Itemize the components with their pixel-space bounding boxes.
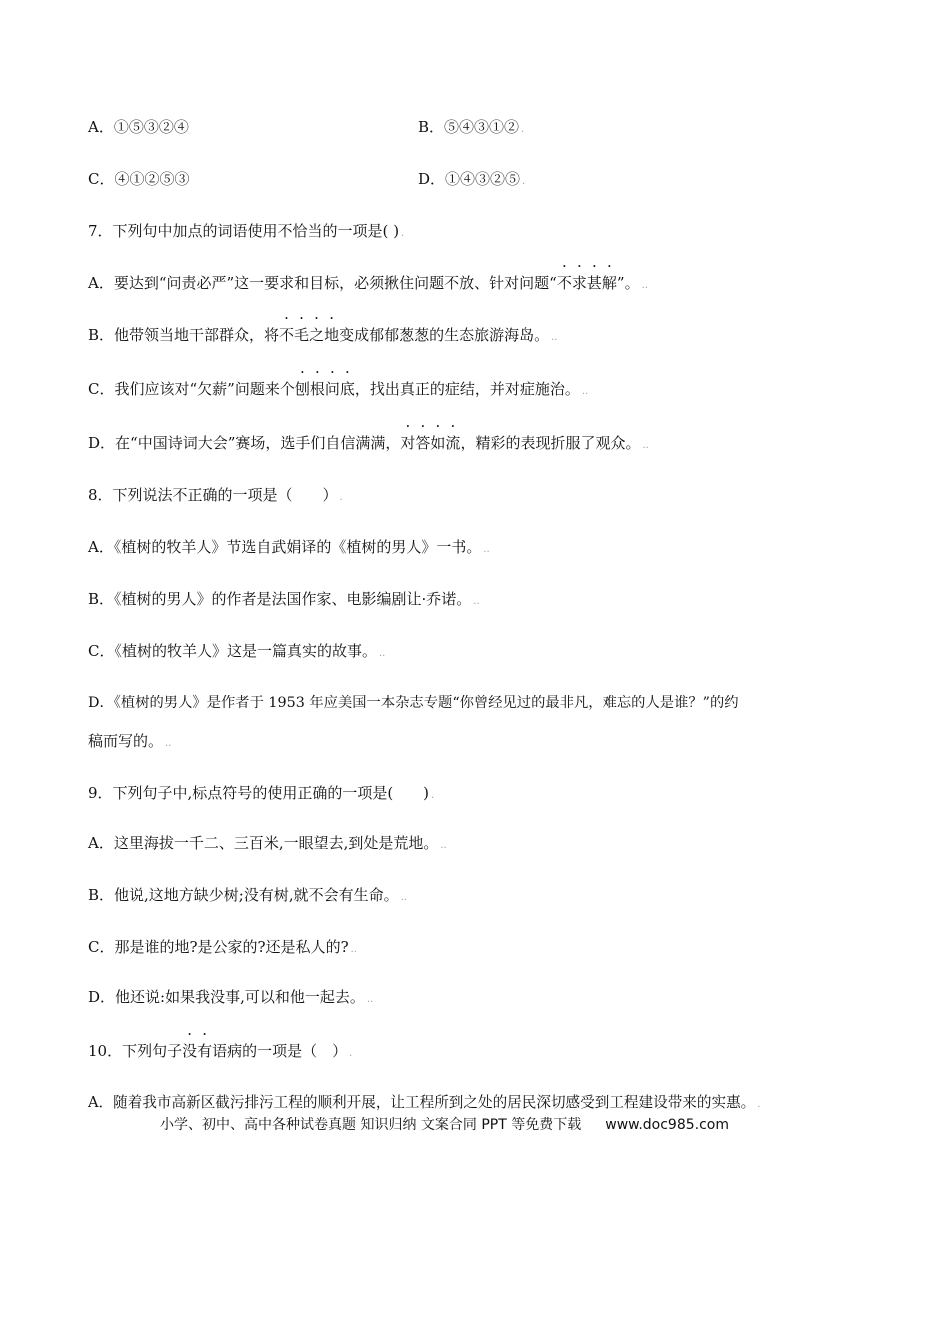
q9-option-a-text: A．这里海拔一千二、三百米,一眼望去,到处是荒地。 — [88, 834, 439, 852]
q7-option-b-post: 变成郁郁葱葱的生态旅游海岛。 — [339, 326, 550, 344]
dotted-char: 如 — [430, 434, 446, 452]
q8-option-d-line1: D．《植树的男人》是作者于 1953 年应美国一本杂志专题“你曾经见过的最非凡，难忘的人是谁？”的约 — [88, 695, 739, 711]
dotted-char: 问 — [324, 380, 340, 398]
paragraph-mark: .. — [400, 892, 407, 903]
q7-option-c-pre: C．我们应该对“欠薪”问题来个 — [88, 380, 295, 398]
dotted-char: 有 — [197, 1042, 213, 1060]
paragraph-mark: . — [757, 1099, 761, 1110]
dotted-char: 不 — [556, 274, 572, 292]
dotted-char: 底 — [339, 380, 355, 398]
q6-option-d-text: D．①④③②⑤ — [418, 170, 521, 188]
paragraph-mark: . — [401, 228, 405, 239]
paragraph-mark: .. — [473, 596, 480, 607]
q8-option-a — [88, 536, 490, 561]
q8-option-b — [88, 588, 480, 613]
q6-option-b-text: B．⑤④③①② — [418, 118, 520, 136]
q10-stem-post: 语病的一项是（ ） — [212, 1042, 348, 1060]
q7-option-b-pre: B．他带领当地干部群众，将 — [88, 326, 280, 344]
paragraph-mark: . — [431, 790, 435, 801]
q9-stem-text: 9．下列句子中,标点符号的使用正确的一项是( ) — [88, 784, 430, 802]
paragraph-mark: .. — [483, 544, 490, 555]
q10-stem-pre: 10．下列句子 — [88, 1042, 183, 1060]
q9-option-d-text: D．他还说:如果我没事,可以和他一起去。 — [88, 988, 365, 1006]
q7-option-a-post: ”。 — [616, 274, 640, 292]
q10-stem — [88, 1040, 352, 1065]
q7-option-d-pre: D．在“中国诗词大会”赛场，选手们自信满满， — [88, 434, 401, 452]
paragraph-mark: .. — [378, 648, 386, 659]
dotted-char: 刨 — [294, 380, 310, 398]
q7-option-d-post: ，精彩的表现折服了观众。 — [460, 434, 641, 452]
q7-stem-end: ) — [393, 222, 400, 240]
q8-option-c — [88, 640, 385, 665]
paragraph-mark: . — [522, 176, 526, 187]
dotted-char: 没 — [182, 1042, 198, 1060]
paragraph-mark: .. — [366, 994, 374, 1005]
q6-option-c: C．④①②⑤③ — [88, 170, 190, 188]
footer-url[interactable]: www.doc985.com — [605, 1117, 729, 1133]
paragraph-mark: . — [339, 492, 343, 503]
q6-option-d — [418, 168, 525, 193]
q7-stem-text: 7．下列句中加点的词语使用不恰当的一项是( — [88, 222, 389, 240]
q8-option-a-text: A．《植树的牧羊人》节选自武娟译的《植树的男人》一书。 — [88, 538, 482, 556]
page-footer — [160, 1114, 729, 1134]
dotted-char: 根 — [309, 380, 325, 398]
paragraph-mark: .. — [581, 386, 589, 397]
q7-option-b — [88, 324, 557, 349]
q6-option-a: A．①⑤③②④ — [88, 118, 189, 136]
q8-option-d-line2 — [88, 730, 171, 755]
paragraph-mark: . — [521, 124, 525, 135]
paragraph-mark: .. — [440, 840, 447, 851]
footer-text: 小学、初中、高中各种试卷真题 知识归纳 文案合同 PPT 等免费下载 — [160, 1117, 582, 1133]
q8-stem — [88, 484, 343, 509]
q8-stem-text: 8．下列说法不正确的一项是（ ） — [88, 486, 338, 504]
q9-option-c — [88, 936, 357, 961]
q8-option-d-line2-text: 稿而写的。 — [88, 732, 164, 750]
dotted-char: 之 — [309, 326, 325, 344]
dotted-char: 对 — [400, 434, 416, 452]
q6-option-b — [418, 116, 524, 141]
q9-option-d — [88, 986, 373, 1011]
dotted-char: 不 — [279, 326, 295, 344]
dotted-char: 地 — [324, 326, 340, 344]
dotted-char: 甚 — [586, 274, 602, 292]
paragraph-mark: .. — [642, 440, 649, 451]
q7-option-a — [88, 272, 648, 297]
q9-stem — [88, 782, 434, 807]
q10-option-a-text: A．随着我市高新区截污排污工程的顺利开展，让工程所到之处的居民深切感受到工程建设带来的实惠。 — [88, 1094, 756, 1111]
q7-option-c-post: ，找出真正的症结，并对症施治。 — [354, 380, 580, 398]
paragraph-mark: .. — [551, 332, 558, 343]
q8-option-c-text: C．《植树的牧羊人》这是一篇真实的故事。 — [88, 642, 377, 660]
q10-option-a — [88, 1092, 760, 1116]
paragraph-mark: .. — [641, 280, 648, 291]
q9-option-a — [88, 832, 447, 857]
dotted-char: 求 — [571, 274, 587, 292]
q9-option-c-text: C．那是谁的地?是公家的?还是私人的? — [88, 938, 349, 956]
q9-option-b — [88, 884, 407, 909]
q7-option-c — [88, 378, 588, 403]
dotted-char: 解 — [601, 274, 617, 292]
paragraph-mark: .. — [350, 944, 357, 955]
paragraph-mark: .. — [165, 738, 172, 749]
q7-stem — [88, 220, 404, 245]
q7-option-a-pre: A．要达到“问责必严”这一要求和目标，必须揪住问题不放、针对问题“ — [88, 274, 557, 292]
paragraph-mark: . — [349, 1048, 353, 1059]
dotted-char: 毛 — [294, 326, 310, 344]
q8-option-b-text: B．《植树的男人》的作者是法国作家、电影编剧让·乔诺。 — [88, 590, 472, 608]
q7-option-d — [88, 432, 649, 457]
dotted-char: 答 — [415, 434, 431, 452]
dotted-char: 流 — [445, 434, 461, 452]
q9-option-b-text: B．他说,这地方缺少树;没有树,就不会有生命。 — [88, 886, 399, 904]
